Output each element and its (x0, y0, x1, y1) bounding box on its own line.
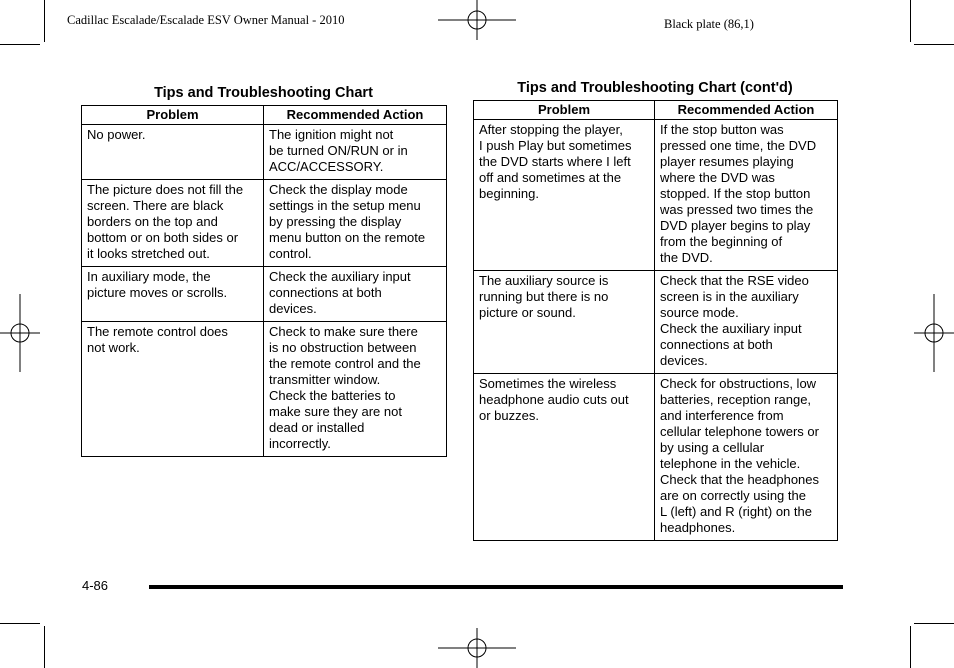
cell-line: from the beginning of (660, 234, 783, 249)
cell-line: telephone in the vehicle. (660, 456, 801, 471)
crop-mark (44, 626, 45, 668)
column-header-action: Recommended Action (655, 101, 838, 120)
cell-line: Check the auxiliary input (660, 321, 802, 336)
action-cell (655, 271, 838, 374)
cell-line: make sure they are not (269, 404, 402, 419)
crop-mark (914, 44, 954, 45)
cell-line: headphone audio cuts out (479, 392, 629, 407)
cell-line: Check the display mode (269, 182, 408, 197)
cell-line: the DVD. (660, 250, 713, 265)
manual-title: Cadillac Escalade/Escalade ESV Owner Manual - 2010 (67, 13, 345, 27)
cell-line: where the DVD was (660, 170, 775, 185)
footer-rule (149, 585, 843, 589)
cell-line: The remote control does (87, 324, 228, 339)
cell-line: screen is in the auxiliary (660, 289, 799, 304)
cell-line: borders on the top and (87, 214, 218, 229)
cell-line: running but there is no (479, 289, 609, 304)
cell-line: picture or sound. (479, 305, 576, 320)
crop-mark (914, 623, 954, 624)
cell-line: menu button on the remote (269, 230, 426, 245)
cell-line: Check that the RSE video (660, 273, 809, 288)
troubleshooting-table-continued (473, 100, 838, 541)
crop-mark (910, 626, 911, 668)
table-row (474, 120, 838, 271)
registration-mark (438, 0, 516, 40)
cell-line: If the stop button was (660, 122, 784, 137)
action-cell (264, 125, 447, 180)
action-cell (655, 374, 838, 541)
page-number: 4-86 (82, 578, 109, 593)
problem-cell (474, 374, 655, 541)
column-header-problem: Problem (474, 101, 655, 120)
cell-line: devices. (660, 353, 708, 368)
action-cell (264, 322, 447, 457)
cell-line: Check the batteries to (269, 388, 396, 403)
cell-line: L (left) and R (right) on the (660, 504, 812, 519)
cell-line: beginning. (479, 186, 539, 201)
action-cell (655, 120, 838, 271)
cell-line: The picture does not fill the (87, 182, 244, 197)
cell-line: is no obstruction between (269, 340, 417, 355)
problem-cell (82, 267, 264, 322)
registration-mark (0, 294, 40, 372)
table-header-row (474, 101, 838, 120)
cell-line: it looks stretched out. (87, 246, 210, 261)
column-header-action: Recommended Action (264, 106, 447, 125)
cell-line: are on correctly using the (660, 488, 806, 503)
cell-line: DVD player begins to play (660, 218, 811, 233)
crop-mark (0, 623, 40, 624)
cell-line: No power. (87, 127, 146, 142)
cell-line: The auxiliary source is (479, 273, 609, 288)
cell-line: Check for obstructions, low (660, 376, 817, 391)
cell-line: by using a cellular (660, 440, 765, 455)
cell-line: stopped. If the stop button (660, 186, 811, 201)
cell-line: After stopping the player, (479, 122, 623, 137)
cell-line: the DVD starts where I left (479, 154, 631, 169)
cell-line: ACC/ACCESSORY. (269, 159, 384, 174)
cell-line: Sometimes the wireless (479, 376, 617, 391)
problem-cell (474, 120, 655, 271)
cell-line: I push Play but sometimes (479, 138, 632, 153)
left-chart-title: Tips and Troubleshooting Chart (154, 85, 373, 101)
cell-line: be turned ON/RUN or in (269, 143, 408, 158)
cell-line: devices. (269, 301, 317, 316)
table-row (82, 125, 447, 180)
problem-cell (82, 125, 264, 180)
cell-line: and interference from (660, 408, 784, 423)
column-header-problem: Problem (82, 106, 264, 125)
cell-line: source mode. (660, 305, 739, 320)
cell-line: Check to make sure there (269, 324, 418, 339)
cell-line: off and sometimes at the (479, 170, 622, 185)
cell-line: incorrectly. (269, 436, 331, 451)
cell-line: connections at both (269, 285, 382, 300)
table-row (474, 374, 838, 541)
action-cell (264, 267, 447, 322)
cell-line: player resumes playing (660, 154, 794, 169)
cell-line: or buzzes. (479, 408, 539, 423)
crop-mark (910, 0, 911, 42)
cell-line: the remote control and the (269, 356, 421, 371)
table-row (474, 271, 838, 374)
troubleshooting-table (81, 105, 447, 457)
cell-line: screen. There are black (87, 198, 224, 213)
problem-cell (82, 322, 264, 457)
cell-line: dead or installed (269, 420, 365, 435)
cell-line: Check the auxiliary input (269, 269, 411, 284)
action-cell (264, 180, 447, 267)
cell-line: pressed one time, the DVD (660, 138, 817, 153)
cell-line: settings in the setup menu (269, 198, 421, 213)
registration-mark (438, 628, 516, 668)
crop-mark (44, 0, 45, 42)
problem-cell (82, 180, 264, 267)
cell-line: not work. (87, 340, 140, 355)
table-row (82, 267, 447, 322)
registration-mark (914, 294, 954, 372)
table-row (82, 180, 447, 267)
cell-line: was pressed two times the (660, 202, 814, 217)
cell-line: control. (269, 246, 312, 261)
cell-line: by pressing the display (269, 214, 402, 229)
cell-line: The ignition might not (269, 127, 394, 142)
cell-line: picture moves or scrolls. (87, 285, 228, 300)
problem-cell (474, 271, 655, 374)
cell-line: headphones. (660, 520, 736, 535)
cell-line: Check that the headphones (660, 472, 820, 487)
cell-line: bottom or on both sides or (87, 230, 239, 245)
cell-line: batteries, reception range, (660, 392, 812, 407)
table-row (82, 322, 447, 457)
cell-line: In auxiliary mode, the (87, 269, 211, 284)
table-header-row (82, 106, 447, 125)
plate-label: Black plate (86,1) (664, 17, 754, 31)
cell-line: connections at both (660, 337, 773, 352)
cell-line: cellular telephone towers or (660, 424, 819, 439)
right-chart-title: Tips and Troubleshooting Chart (cont'd) (517, 80, 793, 96)
cell-line: transmitter window. (269, 372, 381, 387)
crop-mark (0, 44, 40, 45)
